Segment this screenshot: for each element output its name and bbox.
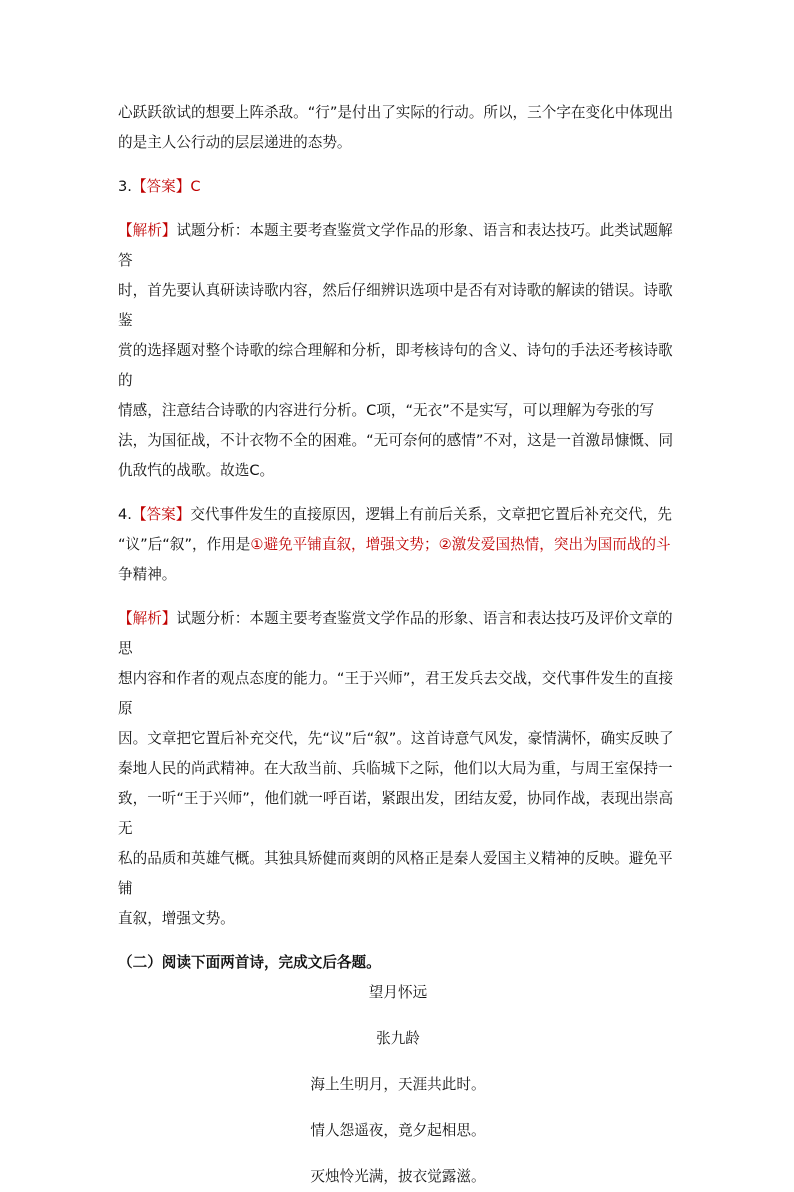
text-line: 秦地人民的尚武精神。在大敌当前、兵临城下之际，他们以大局为重，与周王室保持一	[118, 760, 673, 777]
text-line: 致，一听“王于兴师”，他们就一呼百诺，紧跟出发，团结友爱，协同作战，表现出崇高无	[118, 790, 674, 837]
text-line: 时，首先要认真研读诗歌内容，然后仔细辨识选项中是否有对诗歌的解读的错误。诗歌鉴	[118, 282, 673, 329]
text-line: 试题分析：本题主要考查鉴赏文学作品的形象、语言和表达技巧。此类试题解答	[118, 222, 673, 269]
poem-line: 灭烛怜光满，披衣觉露滋。	[310, 1168, 486, 1185]
text-line: 私的品质和英雄气概。其独具矫健而爽朗的风格正是秦人爱国主义精神的反映。避免平铺	[118, 850, 673, 897]
text-line: 交代事件发生的直接原因，逻辑上有前后关系，文章把它置后补充交代，先	[190, 506, 672, 523]
continued-paragraph	[118, 98, 678, 158]
text-line: 争精神。	[118, 566, 177, 583]
q4-answer	[118, 500, 678, 590]
text-line: 赏的选择题对整个诗歌的综合理解和分析，即考核诗句的含义、诗句的手法还考核诗歌的	[118, 342, 673, 389]
question-number: 4.	[118, 506, 132, 523]
analysis-tag: 【解析】	[118, 610, 177, 627]
poem-title: 望月怀远	[368, 984, 428, 1001]
poem-author: 张九龄	[376, 1030, 420, 1047]
q3-analysis	[118, 216, 678, 486]
q4-analysis	[118, 604, 678, 934]
text-line: 心跃跃欲试的想要上阵杀敌。“行”是付出了实际的行动。所以，三个字在变化中体现出	[118, 104, 674, 121]
answer-tag: 【答案】	[131, 178, 191, 195]
text-line: 试题分析：本题主要考查鉴赏文学作品的形象、语言和表达技巧及评价文章的思	[118, 610, 673, 657]
question-number: 3.	[118, 178, 132, 195]
text-line: 仇敌忾的战歌。故选C。	[118, 462, 275, 479]
text-line: 情感，注意结合诗歌的内容进行分析。C项，“无衣”不是实写，可以理解为夸张的写	[118, 402, 655, 419]
q3-answer	[118, 172, 678, 202]
answer-text: C	[190, 178, 201, 195]
analysis-tag: 【解析】	[118, 222, 177, 239]
text-line: 法，为国征战，不计衣物不全的困难。“无可奈何的感情”不对，这是一首激昂慷慨、同	[118, 432, 674, 449]
text-line: 直叙，增强文势。	[118, 910, 235, 927]
poem-line: 情人怨遥夜，竟夕起相思。	[310, 1122, 486, 1139]
answer-highlight: ①避免平铺直叙，增强文势；②激发爱国热情，突出为国而战的斗	[250, 536, 671, 553]
document-page	[118, 98, 678, 1192]
text-line: 想内容和作者的观点态度的能力。“王于兴师”，君王发兵去交战，交代事件发生的直接原	[118, 670, 674, 717]
poem-line: 海上生明月，天涯共此时。	[310, 1076, 486, 1093]
text-line: 因。文章把它置后补充交代，先“议”后“叙”。这首诗意气风发，豪情满怀，确实反映了	[118, 730, 674, 747]
section-heading: （二）阅读下面两首诗，完成文后各题。	[118, 954, 381, 971]
text-line: “议”后“叙”，作用是	[118, 536, 251, 553]
text-line: 的是主人公行动的层层递进的态势。	[118, 134, 352, 151]
answer-tag: 【答案】	[131, 506, 191, 523]
